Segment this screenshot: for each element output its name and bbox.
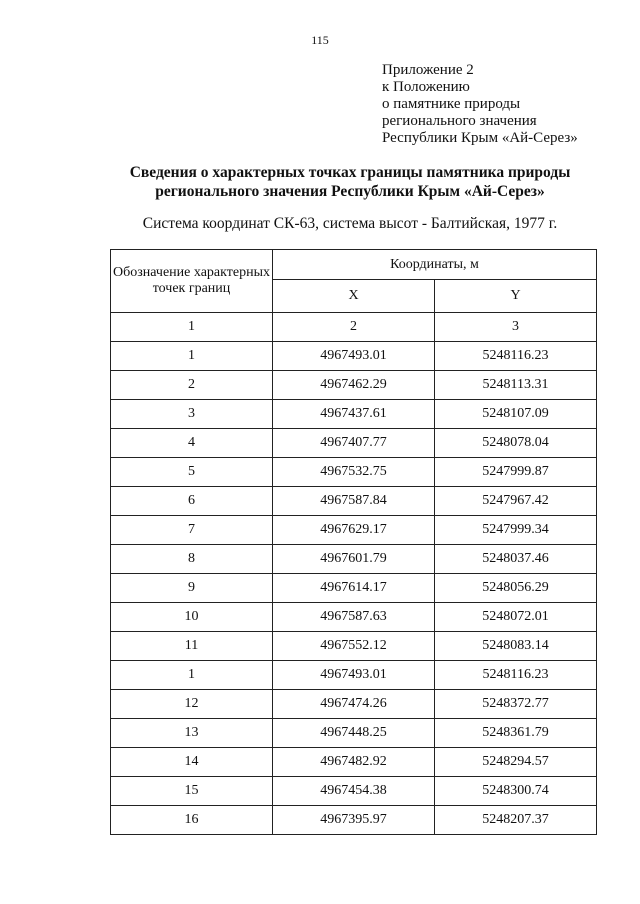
table-row: [111, 545, 597, 574]
x-coordinate-cell: 4967532.75: [273, 458, 435, 487]
header-y: Y: [435, 280, 597, 313]
x-coordinate-cell: 4967482.92: [273, 748, 435, 777]
page-number: 115: [311, 33, 329, 47]
y-coordinate-cell: 5248207.37: [435, 806, 597, 835]
x-coordinate-cell: 4967587.84: [273, 487, 435, 516]
y-coordinate-cell: 5248361.79: [435, 719, 597, 748]
point-cell: 6: [111, 487, 273, 516]
table-row: [111, 690, 597, 719]
x-coordinate-cell: 4967587.63: [273, 603, 435, 632]
x-coordinate-cell: 4967407.77: [273, 429, 435, 458]
table-row: [111, 400, 597, 429]
table-row: [111, 661, 597, 690]
x-coordinate-cell: 4967493.01: [273, 661, 435, 690]
y-coordinate-cell: 5248083.14: [435, 632, 597, 661]
appendix-line: о памятнике природы: [382, 96, 521, 112]
point-cell: 9: [111, 574, 273, 603]
table-row: [111, 632, 597, 661]
y-coordinate-cell: 5248372.77: [435, 690, 597, 719]
y-coordinate-cell: 5247967.42: [435, 487, 597, 516]
column-number: 2: [273, 313, 435, 342]
point-cell: 1: [111, 661, 273, 690]
coordinate-system-caption: Система координат СК-63, система высот - Балтийская, 1977 г.: [142, 215, 558, 232]
table-row: [111, 429, 597, 458]
point-cell: 10: [111, 603, 273, 632]
x-coordinate-cell: 4967462.29: [273, 371, 435, 400]
point-cell: 7: [111, 516, 273, 545]
appendix-line: регионального значения: [382, 113, 537, 129]
table-row: [111, 371, 597, 400]
table-row: [111, 516, 597, 545]
x-coordinate-cell: 4967437.61: [273, 400, 435, 429]
x-coordinate-cell: 4967629.17: [273, 516, 435, 545]
header-point-designation: Обозначение характерных точек границ: [111, 250, 273, 313]
y-coordinate-cell: 5248113.31: [435, 371, 597, 400]
point-cell: 3: [111, 400, 273, 429]
x-coordinate-cell: 4967614.17: [273, 574, 435, 603]
point-cell: 2: [111, 371, 273, 400]
point-cell: 8: [111, 545, 273, 574]
y-coordinate-cell: 5247999.34: [435, 516, 597, 545]
table-row: [111, 603, 597, 632]
y-coordinate-cell: 5248072.01: [435, 603, 597, 632]
y-coordinate-cell: 5248037.46: [435, 545, 597, 574]
y-coordinate-cell: 5248056.29: [435, 574, 597, 603]
table-row: [111, 458, 597, 487]
y-coordinate-cell: 5248116.23: [435, 342, 597, 371]
table-row: [111, 487, 597, 516]
table-row: [111, 719, 597, 748]
point-cell: 11: [111, 632, 273, 661]
x-coordinate-cell: 4967552.12: [273, 632, 435, 661]
document-title-line: Сведения о характерных точках границы памятника природы: [129, 164, 571, 181]
x-coordinate-cell: 4967474.26: [273, 690, 435, 719]
table-row: [111, 574, 597, 603]
y-coordinate-cell: 5247999.87: [435, 458, 597, 487]
point-cell: 13: [111, 719, 273, 748]
y-coordinate-cell: 5248078.04: [435, 429, 597, 458]
point-cell: 12: [111, 690, 273, 719]
appendix-line: Республики Крым «Ай-Серез»: [382, 130, 578, 146]
x-coordinate-cell: 4967454.38: [273, 777, 435, 806]
column-number: 3: [435, 313, 597, 342]
document-title: [0, 163, 640, 201]
appendix-note: [382, 62, 578, 147]
appendix-line: к Положению: [382, 79, 470, 95]
point-cell: 16: [111, 806, 273, 835]
point-cell: 5: [111, 458, 273, 487]
table-row: [111, 342, 597, 371]
x-coordinate-cell: 4967448.25: [273, 719, 435, 748]
y-coordinate-cell: 5248294.57: [435, 748, 597, 777]
table-row: [111, 748, 597, 777]
header-coordinates: Координаты, м: [273, 250, 597, 280]
x-coordinate-cell: 4967395.97: [273, 806, 435, 835]
appendix-line: Приложение 2: [382, 62, 474, 78]
point-cell: 4: [111, 429, 273, 458]
column-number: 1: [111, 313, 273, 342]
table-row: [111, 806, 597, 835]
table-row: [111, 777, 597, 806]
document-title-line: регионального значения Республики Крым «Ай-Серез»: [155, 183, 545, 200]
point-cell: 15: [111, 777, 273, 806]
x-coordinate-cell: 4967601.79: [273, 545, 435, 574]
boundary-points-table: [110, 249, 597, 835]
x-coordinate-cell: 4967493.01: [273, 342, 435, 371]
point-cell: 14: [111, 748, 273, 777]
header-x: X: [273, 280, 435, 313]
y-coordinate-cell: 5248300.74: [435, 777, 597, 806]
y-coordinate-cell: 5248116.23: [435, 661, 597, 690]
y-coordinate-cell: 5248107.09: [435, 400, 597, 429]
point-cell: 1: [111, 342, 273, 371]
